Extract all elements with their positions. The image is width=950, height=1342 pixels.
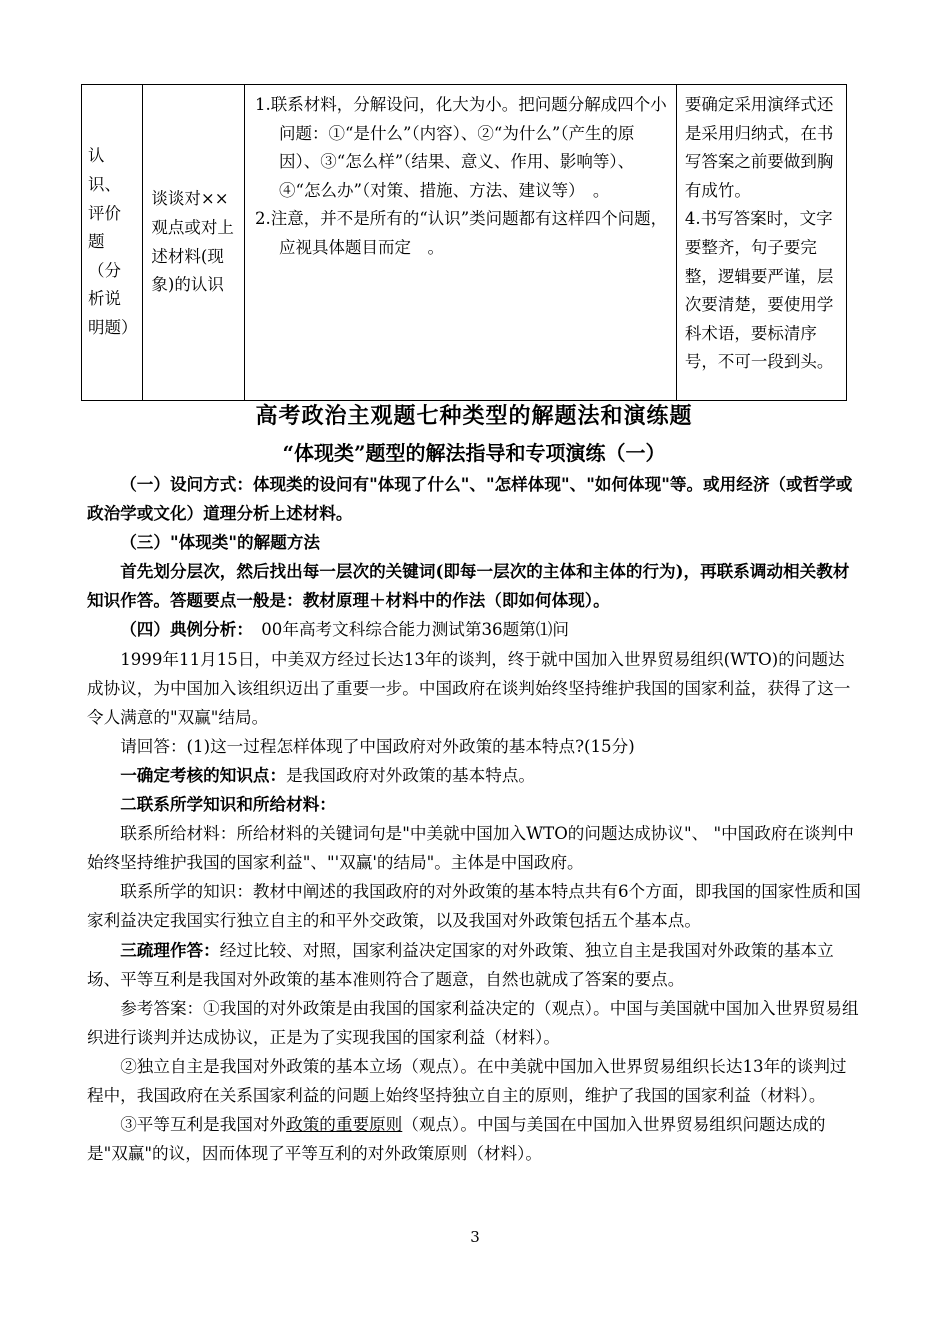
method-heading: （三）"体现类"的解题方法 bbox=[120, 532, 321, 553]
method-item-2: 2.注意，并不是所有的“认识”类问题都有这样四个问题，应视具体题目而定 。 bbox=[255, 209, 668, 257]
main-title: 高考政治主观题七种类型的解题法和演练题 bbox=[255, 403, 693, 429]
table-row bbox=[82, 85, 847, 401]
example-heading-source: 00年高考文科综合能力测试第36题第⑴问 bbox=[244, 620, 569, 640]
example-heading bbox=[87, 615, 861, 644]
answer-1-paragraph: 参考答案：①我国的对外政策是由我国的国家利益决定的（观点）。中国与美国就中国加入世界贸易组织进行谈判并达成协议，正是为了实现我国的国家利益（材料）。 bbox=[87, 998, 859, 1047]
answer-3-underlined: 政策的重要原则 bbox=[286, 1115, 403, 1135]
sub-title: “体现类”题型的解法指导和专项演练（一） bbox=[282, 441, 666, 465]
example-heading-label: （四）典例分析： bbox=[120, 619, 245, 640]
method-item-1: 1.联系材料，分解设问，化大为小。把问题分解成四个小问题：①“是什么”（内容）、②“为什么”（产生的原因）、③“怎么样”（结果、意义、作用、影响等）、④“怎么办”（对策、措施、方法、建议等） 。 bbox=[255, 95, 667, 200]
step-3-label: 三疏理作答： bbox=[120, 939, 220, 960]
answer-3-paragraph bbox=[87, 1110, 861, 1168]
material-paragraph: 1999年11月15日，中美双方经过长达13年的谈判，终于就中国加入世界贸易组织(WTO)的问题达成协议，为中国加入该组织迈出了重要一步。中国政府在谈判始终坚持维护我国的国家利益，获得了这一令人满意的"双赢"结局。 bbox=[87, 649, 851, 727]
category-cell: 认识、评价题（分析说明题） bbox=[82, 85, 143, 401]
method-cell bbox=[245, 85, 677, 401]
question-cell: 谈谈对××观点或对上述材料(现象)的认识 bbox=[143, 85, 245, 401]
answer-3-part-a: ③平等互利是我国对外 bbox=[120, 1115, 287, 1135]
note-cell bbox=[676, 85, 846, 401]
step-1-paragraph bbox=[87, 761, 861, 790]
note-item-1: 要确定采用演绎式还是采用归纳式，在书写答案之前要做到胸有成竹。 bbox=[684, 95, 834, 200]
article-body bbox=[87, 392, 861, 1168]
material-link-paragraph: 联系所给材料：所给材料的关键词句是"中美就中国加入WTO的问题达成协议"、 "中国政府在谈判中始终坚持维护我国的国家利益"、"'双赢'的结局"。主体是中国政府。 bbox=[87, 824, 854, 873]
page-number: 3 bbox=[470, 1228, 480, 1246]
question-paragraph: 请回答：(1)这一过程怎样体现了中国政府对外政策的基本特点?(15分) bbox=[120, 736, 635, 756]
answer-3-part-b: （观点）。中国与美国在中国加入世界贸易组织问题达成的是"双赢"的议，因而体现了平等互利的对外政策原则（材料）。 bbox=[87, 1115, 826, 1164]
step-3-text: 经过比较、对照，国家利益决定国家的对外政策、独立自主是我国对外政策的基本立场、平等互利是我国对外政策的基本准则符合了题意，自然也就成了答案的要点。 bbox=[87, 940, 834, 989]
method-paragraph: 首先划分层次，然后找出每一层次的关键词(即每一层次的主体和主体的行为)，再联系调动相关教材知识作答。答题要点一般是：教材原理＋材料中的作法（即如何体现）。 bbox=[87, 561, 850, 611]
step-2-heading: 二联系所学知识和所给材料： bbox=[120, 794, 336, 815]
question-format-paragraph: （一）设问方式：体现类的设问有"体现了什么"、"怎样体现"、"如何体现"等。或用经济（或哲学或政治学或文化）道理分析上述材料。 bbox=[87, 474, 853, 524]
step-1-text: 是我国政府对外政策的基本特点。 bbox=[286, 765, 536, 785]
note-item-2: 4.书写答案时，文字要整齐，句子要完整，逻辑要严谨，层次要清楚，要使用学科术语，要标清序号，不可一段到头。 bbox=[684, 209, 834, 372]
answer-2-paragraph: ②独立自主是我国对外政策的基本立场（观点）。在中美就中国加入世界贸易组织长达13年的谈判过程中，我国政府在关系国家利益的问题上始终坚持独立自主的原则，维护了我国的国家利益（材料）。 bbox=[87, 1056, 847, 1105]
step-1-label: 一确定考核的知识点： bbox=[120, 764, 287, 785]
step-3-paragraph bbox=[87, 936, 861, 994]
knowledge-link-paragraph: 联系所学的知识：教材中阐述的我国政府的对外政策的基本特点共有6个方面，即我国的国家性质和国家利益决定我国实行独立自主的和平外交政策，以及我国对外政策包括五个基本点。 bbox=[87, 882, 861, 931]
method-table bbox=[81, 84, 847, 401]
